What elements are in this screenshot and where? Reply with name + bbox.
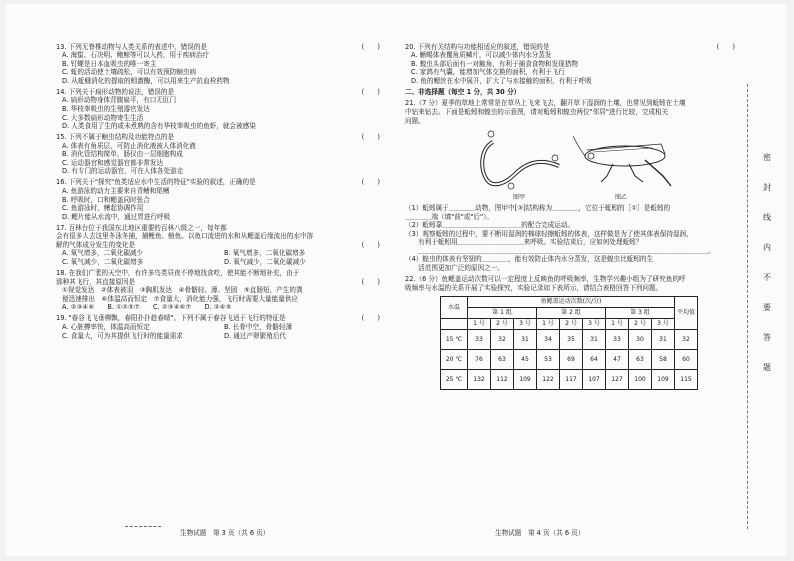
question-22: 22.（6 分）鱼鳃盖运动次数可以一定程度上反映鱼的呼吸频率，生物学兴趣小组为了研究鱼的呼 吸频率与水温的关系开展了实验探究，实验记录如下表所示，请结合表格回答下列问题。 水温 鱼鳃盖运动次数(次/分) 平均值 第 1 组 第 2 组 第 3 组 1 号 2 号 3 号 1 号 2 号 3 号 1 号 2 号 3 号 15 ℃ 33 32 31 34 35 31 33 30 31 32 20 ℃ 76 63 45 53 69 64 47 63 58 60 25 ℃ 132 112 109 122 117 107 127 100 109 115 <box>405 275 741 390</box>
col-header: 2 号 <box>629 319 652 330</box>
tail-mark <box>125 526 161 527</box>
page-3 <box>56 40 386 340</box>
col-header: 1 号 <box>468 319 491 330</box>
col-header: 3 号 <box>583 319 606 330</box>
table-row: 15 ℃ 33 32 31 34 35 31 33 30 31 32 <box>441 330 698 350</box>
table-row: 20 ℃ 76 63 45 53 69 64 47 63 58 60 <box>441 350 698 370</box>
col-header: 3 号 <box>652 319 675 330</box>
page-4-footer: 生物试题 第 4 页（共 6 页） <box>495 529 585 537</box>
temp-header: 水温 <box>441 297 468 319</box>
question-18: 18. 在我们广袤的天空中，有许多鸟类昼夜不停地找食吃，使其能不断地补充，由于 那种其飞行，其直接原因是 ( ) ①视觉发达 ②体表被羽 ③胸肌发达 ④骨骼轻、薄、坚固 ⑤直肠短，产生的粪 便迅速排出 ⑥体温高而恒定 ⑦食量大，消化能力强，飞行时需要大量能量供应 A. ②③④⑥ B. ①②⑤⑦ C. ②③④⑥⑦ D. ②④⑤ <box>56 269 380 312</box>
col-header: 1 号 <box>537 319 560 330</box>
question-17: 17. 百林台位于我国东北地区重要的百林八级之一，每年都 会有很多人去这里冬泳冬捕，捕鲤鱼、鲢鱼。以鱼口流进的水和从鳃盖后缘流出的水中溶 解的气体成分发生的变化是 ( ) A. 氧气增多，二氧化碳减少 B. 氧气增多，二氧化碳增多 C. 氧气减少，二氧化碳增多 D. 氧气减少，二氧化碳减少 <box>56 223 380 266</box>
seal-line <box>747 84 748 529</box>
question-16: 16. 下列关于"探究"鱼类适应水中生活的特征"实验的叙述，正确的是 ( ) A. 鱼游泳的动力主要来自背鳍和尾鳍 B. 呼吸时，口和鳃盖同时张合 C. 鱼游泳时，鳍起协调作用 D. 鳃片能从水流中，通过胃进行呼吸 <box>56 178 380 221</box>
question-20: 20. 下列有关结构与功能相适应的叙述，错误的是 ( ) A. 蜥蜴体表覆角质鳞片，可以减少体内水分蒸发 B. 蝗虫头部后面有一对触角，有利于捕食食物和发现猎物 C. 家鸽有气囊，能增加气体交换的面积，有利于飞行 D. 鱼的鳃丝在水中展开，扩大了与水接触的面积，有利于呼吸 <box>405 42 735 85</box>
question-19: 19. "春谷飞飞垂柳飘，春阳扑扑趁春晴"。下列不属于春谷飞适于飞行的特征是 ( ) A. 心脏搏率快，体温高而恒定 B. 长骨中空，骨骼轻薄 C. 食量大，可为其提供飞行时的能量需求 D. 通过产卵繁殖后代 <box>56 314 380 340</box>
group-1-header: 第 1 组 <box>468 308 537 319</box>
group-2-header: 第 2 组 <box>537 308 606 319</box>
locust-figure <box>573 130 673 190</box>
seal-text: 密 封 线 内 不 要 答 题 <box>763 153 771 372</box>
question-15: 15. 下列不属于蛔虫结构及功能特点的是 ( ) A. 体表有角质层，可防止消化液被人体消化液 B. 消化管结构简单，肠仅由一层细胞构成 C. 运动器官和感觉器官都非常发达 D. 有专门的运动器官，可在人体各处游走 <box>56 133 380 176</box>
section-heading: 二、非选择题（每空 1 分，共 30 分） <box>405 88 521 97</box>
respiration-table <box>440 296 698 390</box>
col-header: 2 号 <box>491 319 514 330</box>
col-header: 2 号 <box>560 319 583 330</box>
figures <box>405 128 741 204</box>
group-3-header: 第 3 组 <box>606 308 675 319</box>
question-14: 14. 下列关于扁形动物的说法，错误的是 ( ) A. 扁形动物身体背腹扁平，有口无肛门 B. 华枝睾吸虫的生殖器官发达 C. 大多数扁形动物寄生生活 D. 人类食用了生的或未煮熟的含有华枝睾吸虫的鱼虾，就会被感染 <box>56 87 380 131</box>
page-4 <box>405 40 741 390</box>
avg-header: 平均值 <box>675 297 698 330</box>
earthworm-figure <box>475 128 565 192</box>
question-13: 13. 下列无脊椎动物与人类关系的表述中，错误的是 ( ) A. 海蜇、石决明、鲍鲸等可以入药，用于疾病治疗 B. 钉螺是日本血吸虫的唯一寄主 C. 蚯的活动使土壤疏松，可以有效预防蛔虫病 D. 从蚯蛾消化的提取的蚓激酶，可以用来生产抗血栓药物 <box>56 42 380 85</box>
question-21: 21.（7 分）夏季的草地上常常是在草丛上飞来飞去，翻开草下湿润的土壤，也常见到蚯蚓在土壤 中钻来钻去。下面是蚯蚓和蝗虫的示意图，请对蚯蚓和蝗虫两位"邻居"进行比较，完成相关 问题。 图甲 图乙 （1）蚯蚓属于＿＿＿＿动物，图甲中[③]结构称为＿＿＿＿，它位于蚯蚓的［①］是蚯蚓的 ＿＿＿＿端（填"前"或"后"）。 （2）蚯蚓靠＿＿＿＿＿＿＿＿＿＿＿＿的配合完成运动。 （3）观察蚯蚓的过程中，要不断用湿润的棉球轻擦蚯蚓的体表，这样做是为了使其体表保持湿润， 有利于蚯蚓用＿＿＿＿＿＿＿＿＿＿来呼吸。实验结束后，应如何处理蚯蚓？ ＿＿＿＿＿＿＿＿＿＿＿＿＿＿＿＿＿＿＿＿＿＿＿＿＿＿＿＿＿＿＿＿＿＿＿＿＿＿＿＿＿＿＿＿。 （4）蝗虫的体表有坚韧的＿＿＿＿，能有效防止体内水分蒸发，这是蝗虫比蚯蚓的生 活范围更加广泛的原因之一。 <box>405 99 741 272</box>
table-row: 25 ℃ 132 112 109 122 117 107 127 100 109 115 <box>441 370 698 390</box>
page-3-footer: 生物试题 第 3 页（共 6 页） <box>180 529 270 537</box>
figure-a-caption: 图甲 <box>513 194 526 202</box>
col-header: 3 号 <box>514 319 537 330</box>
col-header: 1 号 <box>606 319 629 330</box>
figure-b-caption: 图乙 <box>615 194 628 202</box>
count-header: 鱼鳃盖运动次数(次/分) <box>468 297 675 308</box>
